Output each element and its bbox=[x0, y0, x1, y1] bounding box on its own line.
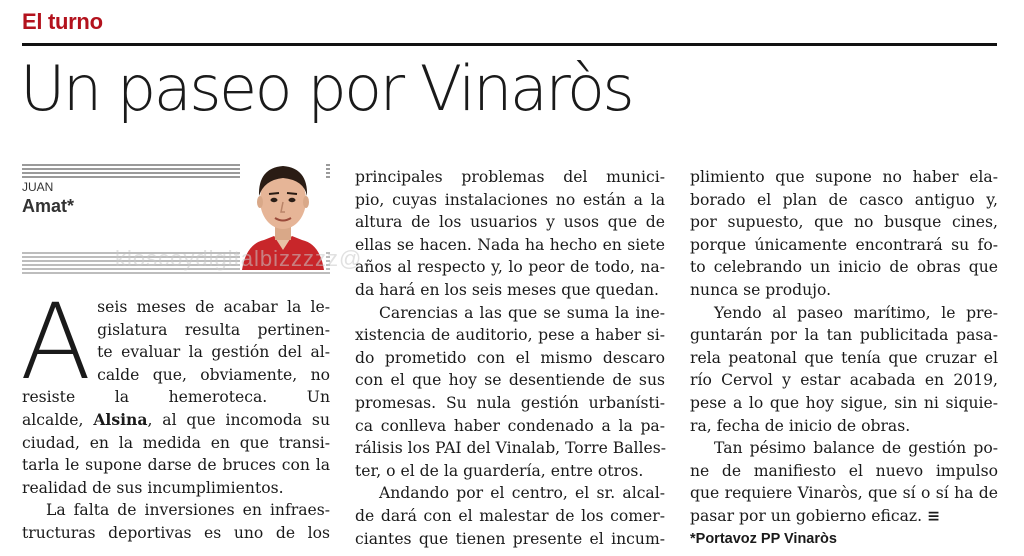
article-column-3 bbox=[690, 166, 998, 550]
text-line: que requiere Vinaròs, que sí o sí ha de bbox=[690, 484, 998, 503]
text-line: ra, fecha de inicio de obras. bbox=[690, 416, 911, 435]
text-line: nunca se produjo. bbox=[690, 280, 832, 299]
paragraph-3 bbox=[355, 166, 665, 302]
text-line: ciantes que tienen presente el incum- bbox=[355, 529, 665, 548]
text-line: calde que, obviamente, no bbox=[97, 365, 330, 384]
watermark: kioscoydigitalbizzzzz@... bbox=[115, 246, 384, 271]
text-line: resiste la hemeroteca. Un bbox=[22, 388, 330, 407]
text-line: tarla le supone darse de bruces con la bbox=[22, 456, 330, 475]
text-line: rela peatonal que tenía que cruzar el bbox=[690, 348, 998, 367]
header-rule bbox=[22, 43, 997, 46]
text-line: altura de los usuarios y usos que de bbox=[355, 213, 665, 232]
bold-name: Alsina bbox=[93, 409, 148, 429]
paragraph-6 bbox=[690, 166, 998, 302]
text-line: to celebrando un inicio de obras que bbox=[690, 258, 998, 277]
text-line: xistencia de auditorio, pese a haber si- bbox=[355, 326, 665, 345]
text-line: pio, cuyas instalaciones no están a la bbox=[355, 190, 665, 209]
text-line: Yendo al paseo marítimo, le pre- bbox=[714, 303, 998, 322]
text-line: realidad de sus incumplimientos. bbox=[22, 478, 284, 497]
text-line: pese a lo que hoy sigue, sin ni siquie- bbox=[690, 393, 998, 412]
text-line: plimiento que supone no haber ela- bbox=[690, 168, 998, 186]
text-line: río Cervol y estar acabada en 2019, bbox=[690, 371, 998, 390]
text-line: de dará con el malestar de los comer- bbox=[355, 506, 665, 525]
text-line: porque únicamente encontrará su fo- bbox=[690, 235, 998, 254]
paragraph-4 bbox=[355, 302, 665, 483]
author-last-name: Amat* bbox=[22, 196, 75, 216]
text-line: años al respecto y, lo peor de todo, na- bbox=[355, 258, 665, 277]
text-line: ter, o el de la guardería, entre otros. bbox=[355, 461, 644, 480]
author-first-name: JUAN bbox=[22, 180, 57, 194]
text-line: seis meses de acabar la le- bbox=[97, 298, 330, 316]
text-line: ellas se hacen. Nada ha hecho en siete bbox=[355, 235, 665, 254]
article-column-1 bbox=[20, 281, 330, 545]
end-mark-icon: ≡ bbox=[927, 506, 941, 525]
text-line: te evaluar la gestión del al- bbox=[97, 343, 330, 362]
text-line: promesas. Su nula gestión urbanísti- bbox=[355, 393, 665, 412]
paragraph-8 bbox=[690, 437, 998, 550]
text-line: con el que hoy se desentiende de sus bbox=[355, 371, 665, 390]
text-line: por supuesto, que no busque cines, bbox=[690, 213, 998, 232]
paragraph-1 bbox=[20, 281, 330, 499]
text-line: borado el plan de casco antiguo y, bbox=[690, 190, 998, 209]
text-fragment: alcalde, bbox=[22, 410, 94, 429]
text-line: Andando por el centro, el sr. alcal- bbox=[379, 484, 665, 503]
drop-cap: A bbox=[20, 281, 92, 403]
text-line: ciudad, en la medida en que transi- bbox=[22, 433, 330, 452]
text-line: ne de manifiesto el nuevo impulso bbox=[690, 461, 998, 480]
text-line: La falta de inversiones en infraes- bbox=[46, 501, 330, 520]
text-line: rálisis los PAI del Vinalab, Torre Balles- bbox=[355, 439, 666, 458]
text-line: Carencias a las que se suma la ine- bbox=[379, 303, 665, 322]
text-line: principales problemas del munici- bbox=[355, 168, 665, 186]
text-line: da hará en los seis meses que quedan. bbox=[355, 280, 659, 299]
text-fragment: , al que incomoda su bbox=[147, 410, 330, 429]
text-line: guntarán por la tan publicitada pasa- bbox=[690, 326, 998, 345]
author-signature: *Portavoz PP Vinaròs bbox=[690, 530, 837, 547]
headline: Un paseo por Vinaròs bbox=[20, 52, 633, 125]
text-line: Tan pésimo balance de gestión po- bbox=[714, 439, 998, 458]
text-line: do prometido con el mismo descaro bbox=[355, 348, 665, 367]
paragraph-7 bbox=[690, 302, 998, 438]
article-column-2 bbox=[355, 166, 665, 550]
paragraph-2 bbox=[22, 499, 330, 544]
text-line bbox=[690, 505, 998, 528]
text-line-with-bold bbox=[22, 409, 330, 432]
paragraph-5 bbox=[355, 482, 665, 550]
section-label: El turno bbox=[22, 9, 103, 34]
text-line: tructuras deportivas es uno de los bbox=[22, 523, 330, 542]
text-fragment: pasar por un gobierno eficaz. bbox=[690, 506, 923, 525]
text-line: gislatura resulta pertinen- bbox=[97, 320, 330, 339]
text-line: ca conlleva haber condenado a la pa- bbox=[355, 416, 665, 435]
